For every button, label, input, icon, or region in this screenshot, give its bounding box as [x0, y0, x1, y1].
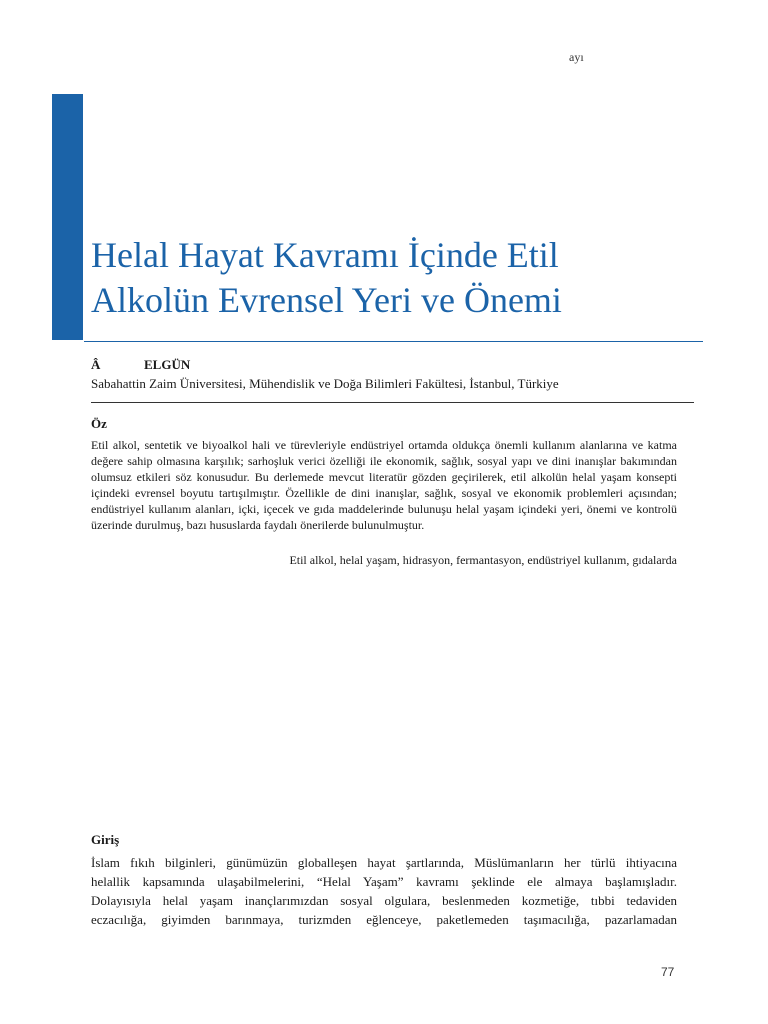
intro-heading: Giriş [91, 832, 120, 847]
intro-line-4: eczacılığa, giyimden barınmaya, turizmden eğlenceye, paketlemeden taşımacılığa, pazarlamadan [91, 912, 677, 927]
abstract-heading: Öz [91, 416, 107, 431]
intro-text [91, 853, 677, 929]
running-header: ayı [569, 50, 584, 64]
author-line [91, 357, 190, 373]
title-divider [84, 341, 703, 342]
article-type-label: DERLEME [19, 207, 33, 275]
affiliation-divider [91, 402, 694, 403]
article-title-line-1: Helal Hayat Kavramı İçinde Etil [91, 235, 559, 275]
intro-line-2: helallik kapsamında ulaşabilmelerini, “Helal Yaşam” kavramı şeklinde ele almaya başlamışladır. [91, 874, 677, 889]
page-number: 77 [661, 965, 675, 979]
author-surname: ELGÜN [144, 357, 191, 372]
intro-line-1: İslam fıkıh bilginleri, günümüzün globalleşen hayat şartlarında, Müslümanların her türlü ihtiyacına [91, 855, 677, 870]
author-initial: Â [91, 357, 101, 372]
article-title-line-2: Alkolün Evrensel Yeri ve Önemi [91, 280, 562, 320]
abstract-text: Etil alkol, sentetik ve biyoalkol hali ve türevleriyle endüstriyel ortamda oldukça önemli kullanım alanlarına ve katma değere sahip olmasına karşılık; sarhoşluk verici özelliği ile ekonomik, sağlık, sosyal yapı ve dini inanışlar bakımından olumsuz etkileri söz konusudur. Bu derlemede mevcut literatür gözden geçirilerek, etil alkolün helal yaşam konsepti içindeki evrensel boyutu tartışılmıştır. Özellikle de dini inanışlar, sağlık, sosyal ve ekonomik problemleri açısından; endüstriyel kullanım alanları, içki, içecek ve gıda maddelerinde bulunuşu helal yaşam içindeki yeri, önemi ve kontrolü üzerinde durulmuş, bazı hususlarda faydalı önerilerde bulunulmuştur. [91, 438, 677, 532]
article-title [91, 233, 711, 323]
abstract-keywords: Etil alkol, helal yaşam, hidrasyon, fermantasyon, endüstriyel kullanım, gıdalarda [289, 553, 677, 567]
intro-line-3: Dolayısıyla helal yaşam inançlarımızdan sosyal olgulara, beslenmeden kozmetiğe, tıbbi tedaviden [91, 893, 677, 908]
author-affiliation: Sabahattin Zaim Üniversitesi, Mühendislik ve Doğa Bilimleri Fakültesi, İstanbul, Türkiye [91, 376, 559, 391]
article-type-tab [52, 94, 83, 340]
